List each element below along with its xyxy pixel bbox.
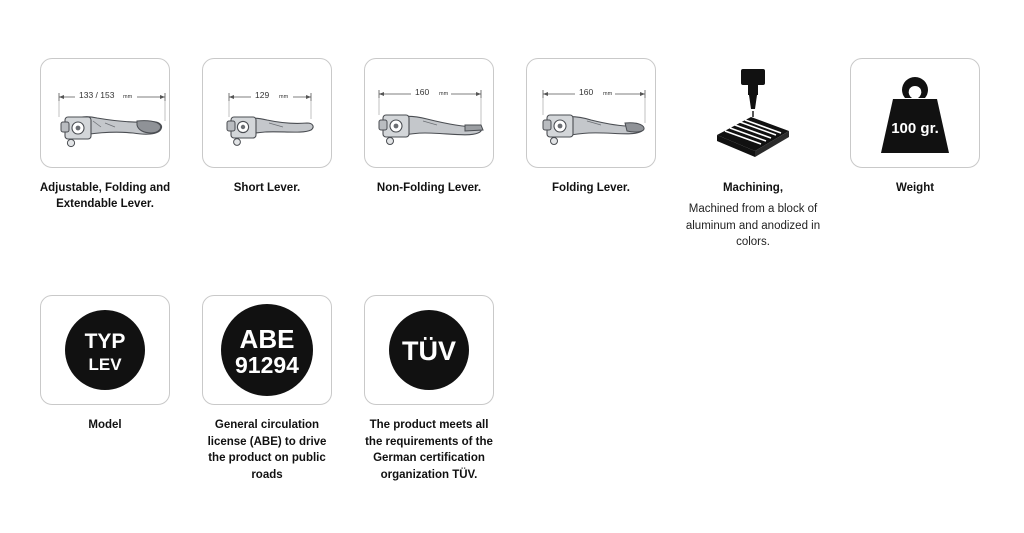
feature-subcaption: Machined from a block of aluminum and anodized in colors. — [685, 202, 821, 249]
dimension-unit: mm — [123, 94, 133, 100]
feature-tile — [850, 58, 980, 168]
badge-line-2: 91294 — [235, 351, 299, 378]
abe-badge-icon — [207, 298, 327, 402]
certification-caption: Model — [88, 418, 122, 431]
lever-diagram-icon — [41, 59, 169, 167]
certification-description: General circulation license (ABE) to drive the product on public roads — [207, 418, 327, 481]
certification-item-tuv — [364, 295, 494, 484]
certification-item-abe — [202, 295, 332, 484]
feature-item-folding-lever — [526, 58, 656, 197]
short-lever-diagram-icon — [203, 59, 331, 167]
weight-value-label: 100 gr. — [891, 120, 939, 137]
certification-item-model — [40, 295, 170, 434]
tuv-badge-icon — [369, 298, 489, 402]
model-badge-icon — [45, 298, 165, 402]
certification-description: The product meets all the requirements of the German certification organization TÜV. — [365, 418, 493, 481]
feature-item-weight — [850, 58, 980, 197]
certification-tile — [364, 295, 494, 405]
certification-tile — [202, 295, 332, 405]
feature-row-primary — [40, 58, 990, 251]
cnc-machining-icon — [693, 61, 813, 165]
feature-caption: Short Lever. — [233, 182, 301, 194]
certification-row — [40, 295, 990, 484]
feature-item-machining — [685, 58, 821, 251]
feature-tile — [526, 58, 656, 168]
dimension-label: 160 — [579, 87, 594, 97]
badge-line-2: LEV — [88, 354, 122, 374]
feature-item-short-lever — [202, 58, 332, 197]
feature-tile — [364, 58, 494, 168]
non-folding-lever-diagram-icon — [365, 59, 493, 167]
feature-tile — [202, 58, 332, 168]
feature-caption: Non-Folding Lever. — [376, 182, 482, 194]
weight-icon — [855, 61, 975, 165]
feature-caption: Folding Lever. — [552, 182, 630, 194]
folding-lever-diagram-icon — [527, 59, 655, 167]
feature-tile — [688, 58, 818, 168]
dimension-unit: mm — [439, 91, 449, 97]
feature-tile — [40, 58, 170, 168]
feature-caption: Machining, — [722, 182, 784, 194]
certification-tile — [40, 295, 170, 405]
badge-line-1: TÜV — [402, 335, 456, 366]
badge-line-1: ABE — [239, 323, 295, 354]
badge-line-1: TYP — [84, 329, 126, 353]
feature-item-non-folding-lever — [364, 58, 494, 197]
feature-item-adjustable-folding-extendable — [40, 58, 170, 213]
dimension-unit: mm — [603, 91, 613, 97]
feature-grid — [40, 58, 990, 484]
dimension-label: 129 — [255, 90, 270, 100]
dimension-label: 133 / 153 — [79, 90, 115, 100]
dimension-unit: mm — [279, 94, 289, 100]
feature-caption: Weight — [895, 182, 935, 194]
feature-caption: Adjustable, Folding and Extendable Lever. — [39, 182, 171, 210]
dimension-label: 160 — [415, 87, 430, 97]
